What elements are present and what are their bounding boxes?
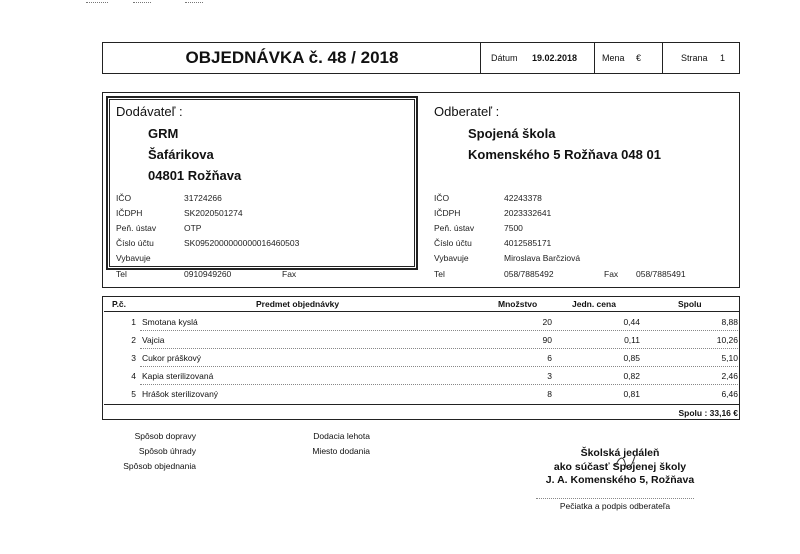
sum-total: Spolu : 33,16 €: [678, 408, 738, 418]
cell-index: 5: [131, 389, 136, 399]
scan-mark: [185, 2, 203, 4]
table-row: [0, 386, 800, 404]
cell-item: Kapia sterilizovaná: [142, 371, 214, 381]
cell-index: 1: [131, 317, 136, 327]
th-total: Spolu: [678, 299, 702, 309]
customer-field-value: 42243378: [504, 193, 542, 203]
supplier-fax-label: Fax: [282, 269, 297, 279]
supplier-street: Šafárikova: [148, 147, 214, 162]
supplier-field-label: Vybavuje: [116, 253, 151, 263]
supplier-field-label: Peň. ústav: [116, 223, 157, 233]
cell-item: Smotana kyslá: [142, 317, 198, 327]
page-value: 1: [720, 53, 726, 63]
th-unit-price: Jedn. cena: [572, 299, 616, 309]
cell-unit-price: 0,82: [623, 371, 640, 381]
page-title: OBJEDNÁVKA č. 48 / 2018: [185, 48, 399, 67]
signature-line: [536, 498, 694, 499]
supplier-name: GRM: [148, 126, 179, 141]
customer-address: Komenského 5 Rožňava 048 01: [468, 147, 661, 162]
supplier-field-label: IČO: [116, 193, 132, 203]
currency-value: €: [636, 53, 642, 63]
row-separator: [140, 330, 738, 331]
stamp-line: ako súčasť Spojenej školy: [553, 460, 687, 473]
table-sum-divider: [104, 404, 740, 405]
cell-index: 2: [131, 335, 136, 345]
customer-field-label: Tel: [434, 269, 445, 279]
cell-unit-price: 0,44: [623, 317, 640, 327]
footer-label: Dodacia lehota: [313, 431, 370, 441]
footer-label: Spôsob dopravy: [134, 431, 196, 441]
footer-label: Miesto dodania: [312, 446, 370, 456]
cell-total: 6,46: [721, 389, 738, 399]
divider: [662, 42, 663, 74]
supplier-field-value: OTP: [184, 223, 202, 233]
customer-field-label: Vybavuje: [434, 253, 469, 263]
customer-fax-label: Fax: [604, 269, 619, 279]
supplier-field-label: IČDPH: [116, 208, 143, 218]
stamp-line: Školská jedáleň: [580, 447, 660, 459]
supplier-field-value: SK2020501274: [184, 208, 243, 218]
customer-field-value: 058/7885492: [504, 269, 554, 279]
cell-total: 2,46: [721, 371, 738, 381]
customer-field-label: Číslo účtu: [434, 238, 472, 248]
footer-label: Spôsob úhrady: [138, 446, 196, 456]
cell-item: Cukor práškový: [142, 353, 202, 363]
cell-unit-price: 0,11: [624, 335, 640, 345]
stamp-line: J. A. Komenského 5, Rožňava: [545, 474, 695, 486]
supplier-field-label: Číslo účtu: [116, 238, 154, 248]
cell-qty: 3: [547, 371, 552, 381]
signature-label: Pečiatka a podpis odberateľa: [559, 501, 671, 511]
cell-total: 5,10: [721, 353, 738, 363]
footer-label: Spôsob objednania: [123, 461, 196, 471]
signature-icon: [612, 449, 638, 475]
customer-field-value: 4012585171: [504, 238, 552, 248]
supplier-heading: Dodávateľ :: [116, 104, 183, 119]
currency-label: Mena: [602, 53, 625, 63]
supplier-field-value: 31724266: [184, 193, 222, 203]
cell-qty: 8: [547, 389, 552, 399]
table-header-divider: [104, 311, 740, 312]
th-index: P.č.: [112, 299, 127, 309]
customer-heading: Odberateľ :: [434, 104, 500, 119]
cell-total: 10,26: [716, 335, 738, 345]
row-separator: [140, 348, 738, 349]
supplier-field-value: SK0952000000000016460503: [184, 238, 300, 248]
date-label: Dátum: [491, 53, 518, 63]
divider: [480, 42, 481, 74]
cell-unit-price: 0,85: [623, 353, 640, 363]
supplier-field-label: Tel: [116, 269, 127, 279]
supplier-field-value: 0910949260: [184, 269, 232, 279]
row-separator: [140, 384, 738, 385]
page-label: Strana: [681, 53, 708, 63]
scan-mark: [133, 2, 151, 4]
customer-name: Spojená škola: [468, 126, 556, 141]
scan-mark: [86, 2, 108, 4]
customer-field-value: Miroslava Barčziová: [504, 253, 581, 263]
customer-field-label: IČDPH: [434, 208, 461, 218]
date-value: 19.02.2018: [532, 53, 578, 63]
customer-field-value: 2023332641: [504, 208, 552, 218]
customer-fax-value: 058/7885491: [636, 269, 686, 279]
row-separator: [140, 366, 738, 367]
customer-field-label: Peň. ústav: [434, 223, 475, 233]
cell-item: Hrášok sterilizovaný: [142, 389, 219, 399]
supplier-city: 04801 Rožňava: [148, 168, 242, 183]
cell-qty: 20: [542, 317, 552, 327]
customer-field-value: 7500: [504, 223, 523, 233]
cell-index: 3: [131, 353, 136, 363]
cell-item: Vajcia: [142, 335, 165, 345]
th-item: Predmet objednávky: [256, 299, 340, 309]
cell-total: 8,88: [721, 317, 738, 327]
cell-qty: 90: [542, 335, 552, 345]
cell-qty: 6: [547, 353, 552, 363]
cell-unit-price: 0,81: [623, 389, 640, 399]
customer-field-label: IČO: [434, 193, 450, 203]
cell-index: 4: [131, 371, 136, 381]
divider: [594, 42, 595, 74]
th-qty: Množstvo: [498, 299, 538, 309]
